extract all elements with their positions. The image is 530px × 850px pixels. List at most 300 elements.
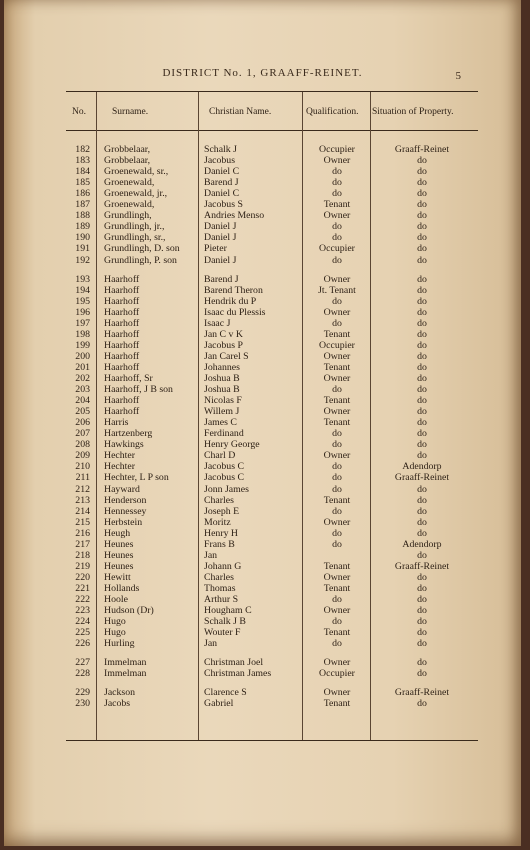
christian-name-cell: Willem J <box>204 406 240 418</box>
christian-name-cell: Charl D <box>204 450 236 462</box>
qualification-cell: Owner <box>323 306 351 318</box>
row-number-cell: 221 <box>75 582 90 594</box>
christian-name-cell: Moritz <box>204 516 231 528</box>
surname-cell: Hennessey <box>104 505 147 517</box>
situation-cell: do <box>417 284 427 296</box>
row-number-cell: 208 <box>75 439 90 451</box>
row-number-cell: 222 <box>75 594 90 605</box>
situation-cell: Adendorp <box>402 461 442 473</box>
surname-cell: Immelman <box>104 657 147 669</box>
christian-name-cell: Arthur S <box>204 594 239 605</box>
table-row <box>66 188 478 199</box>
table-row <box>66 155 478 166</box>
qualification-cell: do <box>332 594 342 605</box>
christian-name-cell: Christman James <box>204 668 272 680</box>
qualification-cell: do <box>332 317 342 329</box>
qualification-cell: Tenant <box>323 698 351 710</box>
row-number-cell: 211 <box>75 472 90 484</box>
situation-cell: do <box>417 638 427 650</box>
surname-cell: Grundlingh, D. son <box>104 243 180 255</box>
table-row <box>66 373 478 384</box>
row-number-cell: 187 <box>75 199 90 211</box>
qualification-cell: do <box>332 483 342 495</box>
qualification-cell: Owner <box>323 210 351 222</box>
surname-cell: Grobbelaar, <box>104 155 151 167</box>
qualification-cell: do <box>332 232 342 244</box>
situation-cell: do <box>417 188 427 200</box>
situation-cell: do <box>417 657 427 669</box>
christian-name-cell: Jan C v K <box>204 328 243 340</box>
row-number-cell: 192 <box>75 254 90 266</box>
qualification-cell: Tenant <box>323 395 351 407</box>
christian-name-cell: Wouter F <box>204 627 241 639</box>
surname-cell: Haarhoff <box>104 295 140 307</box>
christian-name-cell: Barend Theron <box>204 284 263 296</box>
qualification-cell: do <box>332 428 342 440</box>
situation-cell: do <box>417 527 427 539</box>
table-row <box>66 221 478 232</box>
qualification-cell: Owner <box>323 155 351 167</box>
table-row <box>66 395 478 406</box>
qualification-cell: do <box>332 527 342 539</box>
christian-name-cell: Jacobus <box>204 155 236 167</box>
christian-name-cell: Charles <box>204 494 234 506</box>
row-number-cell: 217 <box>75 538 90 550</box>
situation-cell: do <box>417 417 427 429</box>
christian-name-cell: Jan <box>204 638 218 650</box>
surname-cell: Jackson <box>104 687 136 699</box>
row-number-cell: 198 <box>75 328 90 340</box>
row-number-cell: 209 <box>75 450 90 462</box>
christian-name-cell: Isaac du Plessis <box>204 306 266 318</box>
qualification-cell: do <box>332 505 342 517</box>
col-header-surname: Surname. <box>112 107 149 117</box>
christian-name-cell: Joseph E <box>204 505 240 517</box>
situation-cell: do <box>417 177 427 189</box>
qualification-cell: Occupier <box>319 339 355 351</box>
christian-name-cell: Johann G <box>204 560 242 572</box>
qualification-cell: Tenant <box>323 494 351 506</box>
surname-cell: Haarhoff <box>104 395 140 407</box>
qualification-cell: Tenant <box>323 627 351 639</box>
qualification-cell: do <box>332 177 342 189</box>
row-number-cell: 197 <box>75 317 90 329</box>
row-number-cell: 216 <box>75 527 90 539</box>
qualification-cell: Occupier <box>319 144 355 155</box>
row-number-cell: 199 <box>75 339 90 351</box>
situation-cell: do <box>417 698 427 710</box>
situation-cell: do <box>417 582 427 594</box>
situation-cell: do <box>417 273 427 285</box>
situation-cell: do <box>417 594 427 605</box>
christian-name-cell: Barend J <box>204 177 239 189</box>
table-row <box>66 318 478 329</box>
row-number-cell: 215 <box>75 516 90 528</box>
table-row <box>66 484 478 495</box>
table-row <box>66 329 478 340</box>
table-row <box>66 285 478 296</box>
row-number-cell: 213 <box>75 494 90 506</box>
situation-cell: do <box>417 339 427 351</box>
row-number-cell: 183 <box>75 155 90 167</box>
christian-name-cell: Joshua B <box>204 384 240 396</box>
situation-cell: do <box>417 450 427 462</box>
qualification-cell: do <box>332 538 342 550</box>
christian-name-cell: Andries Menso <box>204 210 265 222</box>
situation-cell: do <box>417 516 427 528</box>
surname-cell: Hechter <box>104 461 136 473</box>
qualification-cell: Tenant <box>323 328 351 340</box>
row-number-cell: 195 <box>75 295 90 307</box>
christian-name-cell: Daniel J <box>204 254 237 266</box>
row-number-cell: 196 <box>75 306 90 318</box>
row-number-cell: 219 <box>75 560 90 572</box>
table-row <box>66 439 478 450</box>
table-row <box>66 539 478 550</box>
qualification-cell: do <box>332 638 342 650</box>
row-number-cell: 204 <box>75 395 90 407</box>
situation-cell: do <box>417 384 427 396</box>
situation-cell: Adendorp <box>402 538 442 550</box>
table-row <box>66 210 478 221</box>
situation-cell: do <box>417 428 427 440</box>
surname-cell: Harris <box>104 417 129 429</box>
table-row <box>66 528 478 539</box>
surname-cell: Haarhoff <box>104 284 140 296</box>
row-number-cell: 210 <box>75 461 90 473</box>
table-row <box>66 583 478 594</box>
situation-cell: Graaff-Reinet <box>394 472 450 484</box>
surname-cell: Groenewald, jr., <box>104 188 168 200</box>
table-row <box>66 177 478 188</box>
surname-cell: Hechter, L P son <box>104 472 169 484</box>
surname-cell: Heugh <box>104 527 131 539</box>
situation-cell: do <box>417 361 427 373</box>
situation-cell: do <box>417 483 427 495</box>
surname-cell: Immelman <box>104 668 147 680</box>
table-row <box>66 199 478 210</box>
surname-cell: Henderson <box>104 494 147 506</box>
surname-cell: Grundlingh, jr., <box>104 221 165 233</box>
voters-table <box>66 91 478 741</box>
situation-cell: do <box>417 221 427 233</box>
situation-cell: do <box>417 254 427 266</box>
table-row <box>66 384 478 395</box>
christian-name-cell: Daniel C <box>204 188 240 200</box>
situation-cell: do <box>417 395 427 407</box>
christian-name-cell: Christman Joel <box>204 657 264 669</box>
surname-cell: Haarhoff <box>104 273 140 285</box>
qualification-cell: Owner <box>323 406 351 418</box>
table-row <box>66 296 478 307</box>
qualification-cell: do <box>332 295 342 307</box>
row-number-cell: 191 <box>75 243 90 255</box>
christian-name-cell: Daniel C <box>204 166 240 178</box>
christian-name-cell: Charles <box>204 571 234 583</box>
surname-cell: Hugo <box>104 616 126 628</box>
page-number: 5 <box>455 70 461 82</box>
christian-name-cell: Gabriel <box>204 698 234 710</box>
christian-name-cell: Henry H <box>204 527 239 539</box>
row-number-cell: 205 <box>75 406 90 418</box>
christian-name-cell: Joshua B <box>204 373 240 384</box>
row-number-cell: 218 <box>75 549 90 561</box>
qualification-cell: do <box>332 439 342 451</box>
row-number-cell: 230 <box>75 698 90 710</box>
table-row <box>66 307 478 318</box>
table-row <box>66 550 478 561</box>
surname-cell: Heunes <box>104 538 134 550</box>
row-number-cell: 202 <box>75 373 90 384</box>
surname-cell: Haarhoff <box>104 406 140 418</box>
surname-cell: Groenewald, <box>104 199 155 211</box>
surname-cell: Haarhoff <box>104 317 140 329</box>
situation-cell: do <box>417 166 427 178</box>
row-number-cell: 225 <box>75 627 90 639</box>
table-row <box>66 638 478 649</box>
christian-name-cell: Nicolas F <box>204 395 242 407</box>
row-number-cell: 190 <box>75 232 90 244</box>
christian-name-cell: James C <box>204 417 237 429</box>
surname-cell: Haarhoff <box>104 339 140 351</box>
page-title: DISTRICT No. 1, GRAAFF-REINET. <box>162 67 363 79</box>
situation-cell: do <box>417 243 427 255</box>
table-row <box>66 340 478 351</box>
situation-cell: do <box>417 406 427 418</box>
table-row <box>66 668 478 679</box>
surname-cell: Hollands <box>104 582 140 594</box>
qualification-cell: do <box>332 166 342 178</box>
christian-name-cell: Pieter <box>204 243 227 255</box>
situation-cell: do <box>417 210 427 222</box>
christian-name-cell: Jacobus C <box>204 472 245 484</box>
qualification-cell: Owner <box>323 657 351 669</box>
row-number-cell: 203 <box>75 384 90 396</box>
qualification-cell: Occupier <box>319 668 355 680</box>
table-row <box>66 232 478 243</box>
surname-cell: Grundlingh, <box>104 210 152 222</box>
table-row <box>66 406 478 417</box>
row-number-cell: 223 <box>75 605 90 617</box>
qualification-cell: Owner <box>323 450 351 462</box>
christian-name-cell: Henry George <box>204 439 260 451</box>
christian-name-cell: Frans B <box>204 538 235 550</box>
row-number-cell: 194 <box>75 284 90 296</box>
table-row <box>66 144 478 155</box>
christian-name-cell: Jacobus C <box>204 461 245 473</box>
situation-cell: do <box>417 605 427 617</box>
qualification-cell: Owner <box>323 605 351 617</box>
surname-cell: Groenewald, sr., <box>104 166 169 178</box>
situation-cell: do <box>417 373 427 384</box>
table-row <box>66 495 478 506</box>
christian-name-cell: Daniel J <box>204 232 237 244</box>
qualification-cell: Owner <box>323 516 351 528</box>
surname-cell: Jacobs <box>104 698 131 710</box>
surname-cell: Hartzenberg <box>104 428 153 440</box>
col-header-qualification: Qualification. <box>306 107 359 117</box>
christian-name-cell: Jacobus P <box>204 339 243 351</box>
row-number-cell: 200 <box>75 350 90 362</box>
christian-name-cell: Schalk J B <box>204 616 246 628</box>
surname-cell: Hewitt <box>104 571 131 583</box>
table-row <box>66 472 478 483</box>
situation-cell: do <box>417 199 427 211</box>
col-header-christian-name: Christian Name. <box>209 107 272 117</box>
christian-name-cell: Jan <box>204 549 218 561</box>
table-row <box>66 572 478 583</box>
qualification-cell: Owner <box>323 571 351 583</box>
qualification-cell: Owner <box>323 350 351 362</box>
christian-name-cell: Ferdinand <box>204 428 244 440</box>
qualification-cell: Tenant <box>323 417 351 429</box>
situation-cell: do <box>417 155 427 167</box>
qualification-cell: do <box>332 221 342 233</box>
surname-cell: Hoole <box>104 594 128 605</box>
table-row <box>66 627 478 638</box>
table-row <box>66 506 478 517</box>
row-number-cell: 206 <box>75 417 90 429</box>
situation-cell: do <box>417 505 427 517</box>
surname-cell: Haarhoff, Sr <box>104 373 153 384</box>
qualification-cell: Occupier <box>319 243 355 255</box>
surname-cell: Groenewald, <box>104 177 155 189</box>
christian-name-cell: Daniel J <box>204 221 237 233</box>
table-row <box>66 450 478 461</box>
qualification-cell: Tenant <box>323 199 351 211</box>
surname-cell: Hechter <box>104 450 136 462</box>
row-number-cell: 186 <box>75 188 90 200</box>
row-number-cell: 212 <box>75 483 90 495</box>
table-row <box>66 657 478 668</box>
situation-cell: do <box>417 627 427 639</box>
row-number-cell: 227 <box>75 657 90 669</box>
surname-cell: Hugo <box>104 627 126 639</box>
qualification-cell: Tenant <box>323 560 351 572</box>
table-row <box>66 594 478 605</box>
surname-cell: Heunes <box>104 549 134 561</box>
row-number-cell: 182 <box>75 144 90 155</box>
situation-cell: Graaff-Reinet <box>394 560 450 572</box>
qualification-cell: do <box>332 616 342 628</box>
christian-name-cell: Hendrik du P <box>204 295 257 307</box>
surname-cell: Grobbelaar, <box>104 144 151 155</box>
situation-cell: do <box>417 549 427 561</box>
row-number-cell: 188 <box>75 210 90 222</box>
situation-cell: do <box>417 232 427 244</box>
qualification-cell: do <box>332 384 342 396</box>
col-header-situation: Situation of Property. <box>372 107 454 117</box>
christian-name-cell: Clarence S <box>204 687 247 699</box>
situation-cell: do <box>417 571 427 583</box>
situation-cell: do <box>417 616 427 628</box>
christian-name-cell: Barend J <box>204 273 239 285</box>
surname-cell: Haarhoff <box>104 361 140 373</box>
row-number-cell: 207 <box>75 428 90 440</box>
table-row <box>66 517 478 528</box>
christian-name-cell: Hougham C <box>204 605 252 617</box>
situation-cell: do <box>417 494 427 506</box>
row-number-cell: 193 <box>75 273 90 285</box>
row-number-cell: 226 <box>75 638 90 650</box>
table-row <box>66 362 478 373</box>
situation-cell: Graaff-Reinet <box>394 687 450 699</box>
situation-cell: Graaff-Reinet <box>394 144 450 155</box>
surname-cell: Hayward <box>104 483 140 495</box>
col-header-no: No. <box>72 107 86 117</box>
christian-name-cell: Thomas <box>204 582 236 594</box>
row-number-cell: 229 <box>75 687 90 699</box>
surname-cell: Grundlingh, P. son <box>104 254 177 266</box>
christian-name-cell: Jan Carel S <box>204 350 249 362</box>
qualification-cell: do <box>332 461 342 473</box>
qualification-cell: do <box>332 472 342 484</box>
situation-cell: do <box>417 295 427 307</box>
christian-name-cell: Isaac J <box>204 317 231 329</box>
qualification-cell: do <box>332 188 342 200</box>
table-row <box>66 698 478 709</box>
table-row <box>66 417 478 428</box>
situation-cell: do <box>417 668 427 680</box>
table-row <box>66 687 478 698</box>
christian-name-cell: Schalk J <box>204 144 237 155</box>
row-number-cell: 201 <box>75 361 90 373</box>
qualification-cell: do <box>332 254 342 266</box>
table-row <box>66 255 478 266</box>
table-row <box>66 605 478 616</box>
surname-cell: Heunes <box>104 560 134 572</box>
table-row <box>66 561 478 572</box>
situation-cell: do <box>417 306 427 318</box>
row-number-cell: 189 <box>75 221 90 233</box>
table-row <box>66 616 478 627</box>
surname-cell: Herbstein <box>104 516 143 528</box>
situation-cell: do <box>417 439 427 451</box>
christian-name-cell: Jonn James <box>204 483 249 495</box>
qualification-cell: Tenant <box>323 361 351 373</box>
surname-cell: Haarhoff <box>104 306 140 318</box>
situation-cell: do <box>417 317 427 329</box>
surname-cell: Grundlingh, sr., <box>104 232 166 244</box>
table-row <box>66 428 478 439</box>
surname-cell: Haarhoff <box>104 328 140 340</box>
column-header-row <box>66 92 478 131</box>
row-number-cell: 185 <box>75 177 90 189</box>
qualification-cell: Jt. Tenant <box>318 284 356 296</box>
table-row <box>66 461 478 472</box>
qualification-cell: Owner <box>323 687 351 699</box>
situation-cell: do <box>417 350 427 362</box>
christian-name-cell: Johannes <box>204 361 240 373</box>
row-number-cell: 224 <box>75 616 90 628</box>
surname-cell: Hurling <box>104 638 135 650</box>
surname-cell: Hudson (Dr) <box>104 605 154 617</box>
row-number-cell: 184 <box>75 166 90 178</box>
qualification-cell: Owner <box>323 373 351 384</box>
situation-cell: do <box>417 328 427 340</box>
christian-name-cell: Jacobus S <box>204 199 243 211</box>
table-row <box>66 166 478 177</box>
surname-cell: Haarhoff, J B son <box>104 384 173 396</box>
row-number-cell: 214 <box>75 505 90 517</box>
table-row <box>66 274 478 285</box>
table-row <box>66 351 478 362</box>
qualification-cell: Tenant <box>323 582 351 594</box>
surname-cell: Haarhoff <box>104 350 140 362</box>
row-number-cell: 228 <box>75 668 90 680</box>
surname-cell: Hawkings <box>104 439 144 451</box>
qualification-cell: Owner <box>323 273 351 285</box>
